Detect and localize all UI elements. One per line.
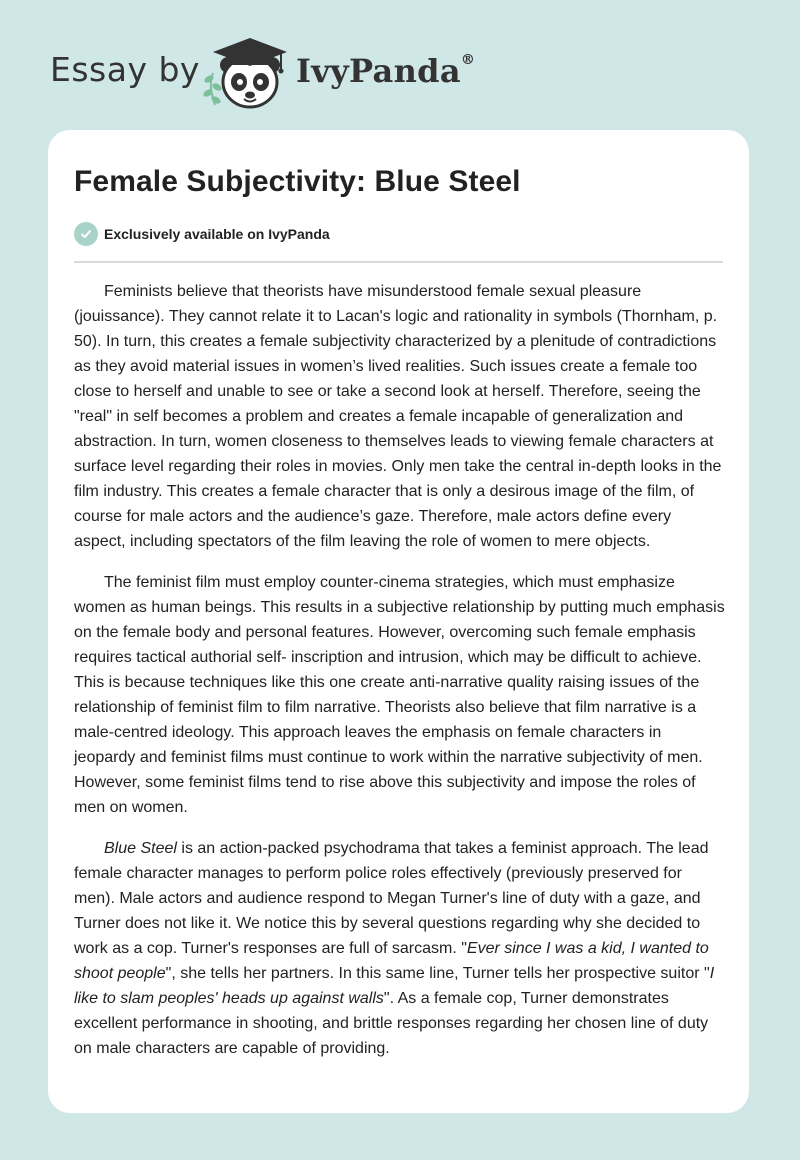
site-header: [0, 0, 800, 120]
panda-logo-icon[interactable]: [201, 35, 291, 110]
essay-body: [74, 279, 726, 1077]
essay-card: [48, 130, 749, 1113]
paragraph-3-text-1: is an action-packed psychodrama that takes a feminist approach. The lead female character manages to perform police roles effectively (previously preserved for men). Male actors and audience respond to Megan Turner's line of duty with a gaze, and Turner does not like it. We notice this by several questions regarding why she decided to work as a cop. Turner's responses are full of sarcasm. ": [74, 840, 709, 957]
paragraph-3-text-3: ". As a female cop, Turner demonstrates excellent performance in shooting, and brittle responses regarding her chosen line of duty on male characters are capable of providing.: [74, 990, 709, 1057]
paragraph-3: [74, 836, 726, 1061]
quote-2: I like to slam peoples' heads up against walls: [74, 965, 715, 1007]
essay-title: Female Subjectivity: Blue Steel: [74, 165, 521, 198]
ivypanda-wordmark[interactable]: [296, 52, 475, 90]
paragraph-3-text-2: ", she tells her partners. In this same line, Turner tells her prospective suitor ": [165, 965, 710, 982]
paragraph-1: Feminists believe that theorists have misunderstood female sexual pleasure (jouissance). They cannot relate it to Lacan's logic and rationality in symbols (Thornham, p. 50). In turn, this creates a female subjectivity characterized by a plenitude of contradictions as they avoid material issues in women’s lived realities. Such issues create a female too close to herself and unable to see or take a second look at herself. Therefore, seeing the "real" in self becomes a problem and creates a female incapable of generalization and abstraction. In turn, women closeness to themselves leads to viewing female characters at surface level regarding their roles in movies. Only men take the central in-depth looks in the film industry. This creates a female character that is only a desirous image of the film, of course for male actors and the audience’s gaze. Therefore, male actors define every aspect, including spectators of the film leaving the role of women to mere objects.: [74, 283, 722, 550]
essay-by-label: Essay by: [50, 50, 200, 89]
exclusive-badge: [74, 222, 330, 246]
paragraph-2: The feminist film must employ counter-cinema strategies, which must emphasize women as human beings. This results in a subjective relationship by putting much emphasis on the female body and personal features. However, overcoming such female emphasis requires tactical authorial self- inscription and intrusion, which may be difficult to achieve. This is because techniques like this one create anti-narrative quality raising issues of the relationship of feminist film to film narrative. Theorists also believe that film narrative is a male-centred ideology. This approach leaves the emphasis on female characters in jeopardy and feminist films must continue to work within the narrative subjectivity of men. However, some feminist films tend to rise above this subjectivity and impose the roles of men on women.: [74, 574, 725, 816]
check-icon: [74, 222, 98, 246]
registered-mark: ®: [460, 52, 476, 69]
quote-1: Ever since I was a kid, I wanted to shoot people: [74, 940, 709, 982]
badge-text: Exclusively available on IvyPanda: [104, 226, 330, 242]
brand-name: IvyPanda: [296, 52, 461, 90]
divider: [74, 261, 723, 263]
film-title: Blue Steel: [104, 840, 177, 857]
